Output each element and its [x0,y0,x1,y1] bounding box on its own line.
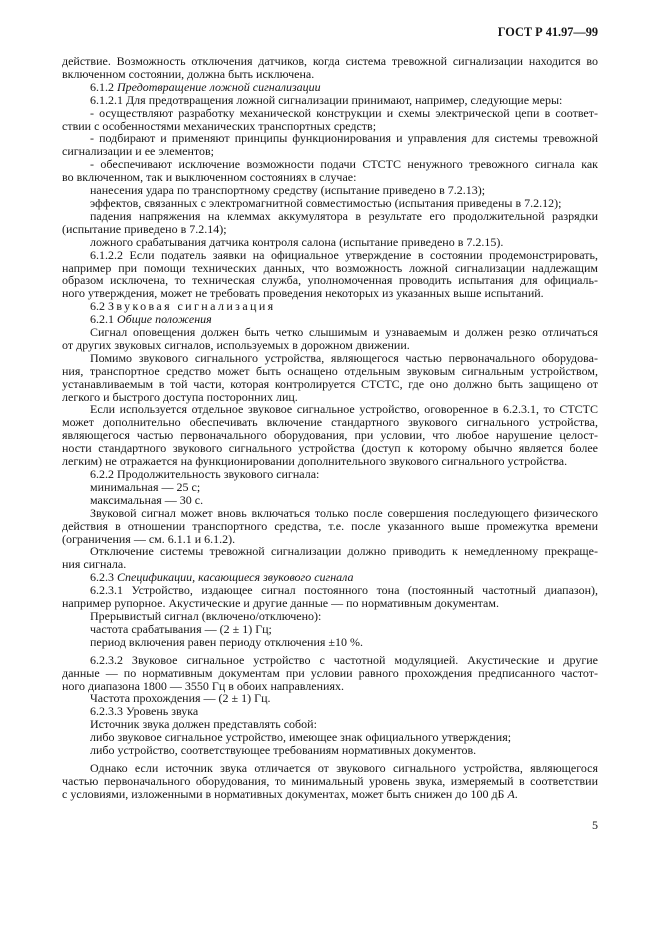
text-line: например рупорное. Акустические и другие данные — по нормативным документам. [62,596,499,611]
text-line: - осуществляют разработку механической конструкции и схемы электрической цепи в соответ- [90,105,598,120]
paragraph [62,636,598,649]
text-line: от других звуковых сигналов, используемых в дорожном движении. [62,337,410,352]
paragraph [62,197,598,210]
paragraph [62,210,598,236]
text-line: падения напряжения на клеммах аккумулятора в результате его продолжительной разрядки [90,208,598,223]
list-item [62,132,598,158]
text-line: минимальная — 25 с; [90,479,201,494]
text-line [62,788,598,801]
paragraph [62,545,598,571]
text-line: ного диапазона 1800 — 3550 Гц в обоих направлениях. [62,678,344,693]
text-line: 6.2.3.1 Устройство, издающее сигнал постоянного тона (постоянный частотный диапазон), [90,583,598,598]
section-title: Звуковая сигнализация [108,299,276,314]
text-line: Сигнал оповещения должен быть четко слышимым и узнаваемым и должен резко отличаться [90,325,598,340]
text-line: ности стандартного звукового сигнального устройства (доступ к которому обычно является более [62,441,598,456]
section-number: 6.2 [90,299,105,314]
text-line: 6.2.2 Продолжительность звукового сигнала: [90,467,320,481]
text-line: действия в отношении транспортного средства, т.е. после указанного выше промежутка времени [62,518,598,533]
list-item [62,158,598,184]
text-line: действие. Возможность отключения датчиков, когда система тревожной сигнализации находится во [62,54,598,68]
text-line: Однако если источник звука отличается от звукового сигнального устройства, являющегося [90,760,598,775]
text-line: 6.1.2.1 Для предотвращения ложной сигнализации принимают, например, следующие меры: [90,92,563,107]
text-line: нанесения удара по транспортному средству (испытание приведено в 7.2.13); [90,183,486,198]
text-line: ния, транспортное средство может быть оснащено отдельным звуковым сигнальным устройством, [62,363,598,378]
section-number: 6.2.3 [90,570,114,585]
text-line: Если используется отдельное звуковое сигнальное устройство, оговоренное в 6.2.3.1, то СТСТС [90,402,598,417]
paragraph [62,249,598,301]
text-line: Отключение системы тревожной сигнализации должно приводить к немедленному прекраще- [90,544,598,559]
text-line: ния сигнала. [62,557,127,572]
paragraph [62,623,598,636]
text-line: эффектов, связанных с электромагнитной совместимостью (испытания приведены в 7.2.12); [90,195,562,210]
text-line: Источник звука должен представлять собой: [90,717,317,732]
text-line: 6.2.3.2 Звуковое сигнальное устройство с частотной модуляцией. Акустические и другие [90,652,598,667]
paragraph [62,507,598,546]
unit-letter: А [507,786,515,801]
text-line: максимальная — 30 с. [90,492,204,507]
heading-line [62,81,598,94]
text-line: ного утверждения, может не требовать проведения некоторых из указанных выше испытаний. [62,286,544,301]
text-line: ложного срабатывания датчика контроля салона (испытание приведено в 7.2.15). [90,234,504,249]
paragraph [62,55,598,81]
section-title: Предотвращение ложной сигнализации [117,79,321,94]
text-line: Помимо звукового сигнального устройства, являющегося частью первоначального оборудова- [90,350,598,365]
paragraph [62,744,598,757]
section-number: 6.2.1 [90,312,114,327]
paragraph [62,352,598,404]
text-line: частота срабатывания — (2 ± 1) Гц; [90,621,272,636]
text-line: легким) не отражается на функционировании дополнительного звукового сигнального устройства. [62,454,568,469]
text-line: легкого и быстрого доступа посторонних лиц. [62,389,298,404]
paragraph [62,481,598,494]
text-line: либо устройство, соответствующее требованиям нормативных документов. [90,743,477,758]
text-line: 6.2.3.3 Уровень звука [90,704,199,719]
section-number: 6.1.2 [90,79,114,94]
text-line: либо звуковое сигнальное устройство, имеющее знак официального утверждения; [90,730,512,745]
paragraph [62,403,598,468]
text-fragment: с условиями, изложенными в нормативных документах, может быть снижен до 100 дБ [62,786,508,801]
paragraph [62,326,598,352]
paragraph [62,494,598,507]
text-line: являющегося частью первоначального оборудования, при условии, что любое нарушение целост- [62,428,598,443]
text-line: 6.1.2.2 Если податель заявки на официальное утверждение в состоянии продемонстрировать, [90,247,598,262]
text-line: период включения равен периоду отключения ±10 %. [90,634,363,649]
document-code-header: ГОСТ Р 41.97—99 [497,25,598,39]
text-line: - подбирают и применяют принципы функционирования и управления для системы тревожной [90,131,598,146]
paragraph [62,584,598,610]
paragraph [62,654,598,693]
paragraph [62,236,598,249]
text-line: Звуковой сигнал может вновь включаться только после совершения последующего физического [90,505,598,520]
text-line: данные — по нормативным документам при условии равного прохождения предписанного частот- [62,665,598,680]
text-line: Прерывистый сигнал (включено/отключено): [90,608,322,623]
text-line: ствии с особенностями механических транспортных средств; [62,118,377,133]
paragraph [62,94,598,107]
text-line: образом исключена, то техническая служба, уполномоченная проводить испытания для официаль- [62,273,598,288]
list-item [62,107,598,133]
paragraph [62,468,598,481]
page-number: 5 [592,818,598,832]
text-line: (ограничения — см. 6.1.1 и 6.1.2). [62,531,236,546]
text-line: Частота прохождения — (2 ± 1) Гц. [90,691,271,706]
text-line: может дополнительно обеспечивать включение стандартного звукового сигнального устройства, [62,415,598,430]
text-line: сигнализации и ее элементов; [62,144,215,159]
text-line: - обеспечивают исключение возможности подачи СТСТС ненужного тревожного сигнала как [90,157,598,172]
text-line: частью первоначального оборудования, то минимальный уровень звука, измеряемый в соответствии [62,773,598,788]
text-line: (испытание приведено в 7.2.14); [62,221,227,236]
section-title: Общие положения [117,312,212,327]
paragraph [62,610,598,623]
section-heading [62,81,598,94]
text-column [62,55,598,801]
text-line: устанавливаемым в той части, которая контролируется СТСТС, где оно должно быть защищено от [62,376,598,391]
section-title: Спецификации, касающиеся звукового сигнала [117,570,354,585]
text-line: во включенном, так и выключенном состояниях в случае: [62,170,357,185]
text-fragment: . [514,786,518,801]
paragraph [62,762,598,801]
text-line: например при помощи технических данных, что возможность ложной сигнализации надлежащим [62,260,598,275]
text-line: включенном состоянии, должна быть исключена. [62,66,315,81]
